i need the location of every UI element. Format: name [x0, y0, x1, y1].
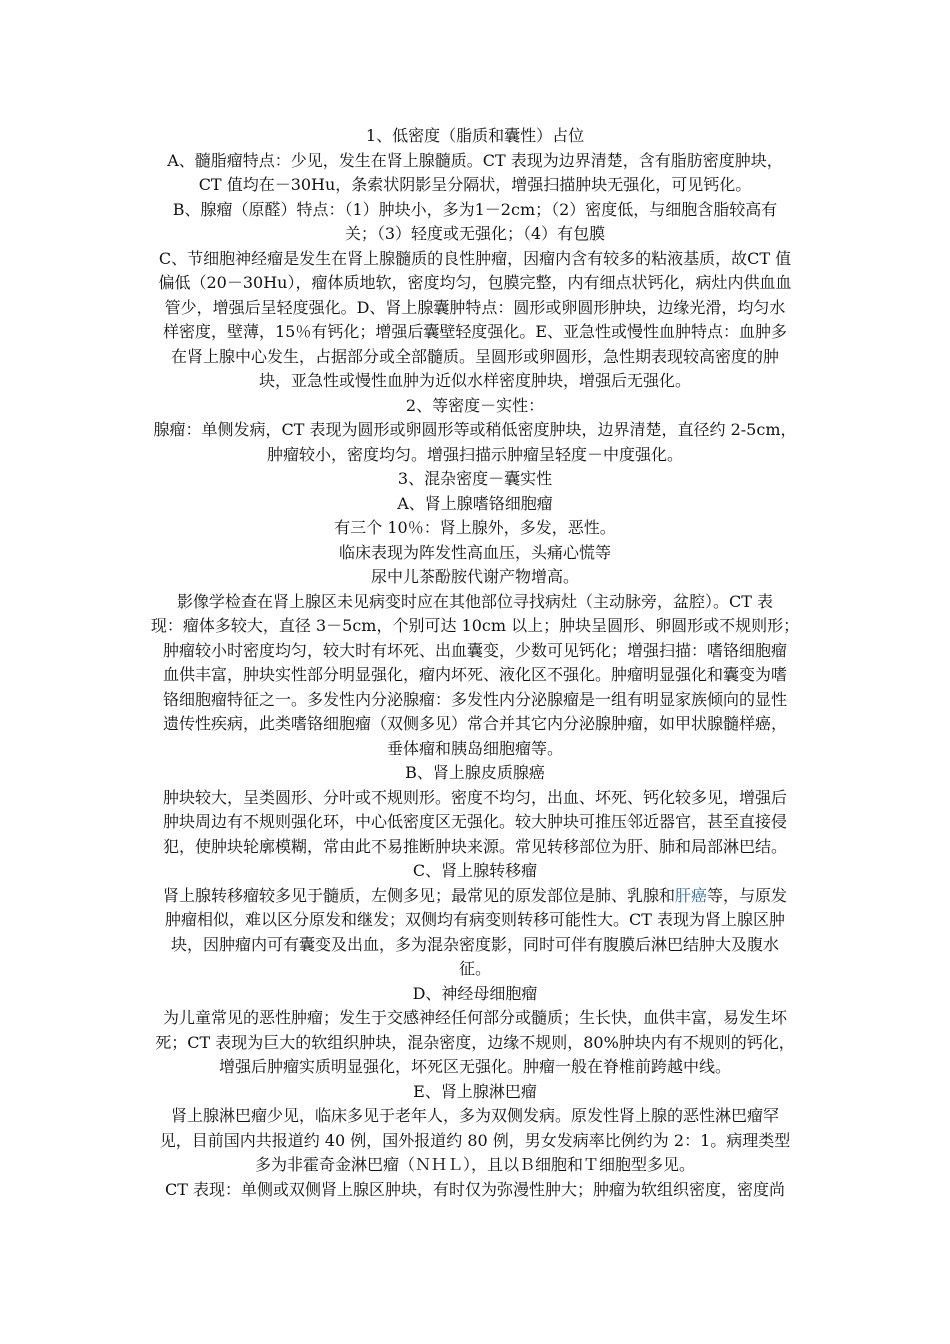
text-line: B、腺瘤（原醛）特点：（1）肿块小，多为1－2cm；（2）密度低，与细胞含脂较高有	[172, 199, 778, 219]
text-line: 肿块较大，呈类圆形、分叶或不规则形。密度不均匀，出血、坏死、钙化较多见，增强后	[162, 787, 787, 807]
text-line: 偏低（20－30Hu），瘤体质地软，密度均匀，包膜完整，内有细点状钙化，病灶内供血血	[158, 273, 792, 292]
text-line: 增强后肿瘤实质明显强化，坏死区无强化。肿瘤一般在脊椎前跨越中线。	[218, 1057, 731, 1076]
heading-iso-density: 2、等密度－实性：	[405, 395, 545, 415]
text-line: 肾上腺淋巴瘤少见，临床多见于老年人，多为双侧发病。原发性肾上腺的恶性淋巴瘤罕	[170, 1106, 779, 1125]
text-line: 死；CT 表现为巨大的软组织肿块，混杂密度，边缘不规则，80%肿块内有不规则的钙化，	[155, 1032, 795, 1052]
text-line: CT 表现：单侧或双侧肾上腺区肿块，有时仅为弥漫性肿大；肿瘤为软组织密度，密度尚	[164, 1179, 785, 1199]
text-line: 肿瘤较小时密度均匀，较大时有坏死、出血囊变，少数可见钙化；增强扫描：嗜铬细胞瘤	[162, 640, 787, 660]
text-line: 为儿童常见的恶性肿瘤；发生于交感神经任何部分或髓质；生长快，血供丰富，易发生坏	[162, 1008, 787, 1027]
text-line: 关；（3）轻度或无强化；（4）有包膜	[344, 224, 606, 243]
text-line: 管少，增强后呈轻度强化。D、肾上腺囊肿特点：圆形或卵圆形肿块，边缘光滑，均匀水	[164, 297, 786, 317]
text-line: 多为非霍奇金淋巴瘤（ＮＨＬ），且以Ｂ细胞和Ｔ细胞型多见。	[254, 1155, 695, 1174]
text-line: 征。	[458, 959, 491, 978]
text-line: CT 值均在－30Hu，条索状阴影呈分隔状，增强扫描肿块无强化，可见钙化。	[198, 175, 752, 194]
subheading-lymphoma: E、肾上腺淋巴瘤	[413, 1081, 537, 1101]
text-line: 肿瘤较小，密度均匀。增强扫描示肿瘤呈轻度－中度强化。	[266, 444, 683, 464]
text-line: 犯，使肿块轮廓模糊，常由此不易推断肿块来源。常见转移部位为肝、肺和局部淋巴结。	[162, 836, 787, 856]
text-line: 血供丰富，肿块实性部分明显强化，瘤内坏死、液化区不强化。肿瘤明显强化和囊变为嗜	[162, 665, 787, 684]
text-line: 见，目前国内共报道约 40 例，国外报道约 80 例，男女发病率比例约为 2：1。病理类型	[159, 1130, 791, 1150]
liver-cancer-link[interactable]: 肝癌	[674, 885, 707, 905]
text-line: 尿中儿茶酚胺代谢产物增高。	[370, 567, 579, 586]
text-line: 样密度，壁薄，15％有钙化；增强后囊壁轻度强化。E、亚急性或慢性血肿特点：血肿多	[162, 322, 788, 341]
subheading-neuroblastoma: D、神经母细胞瘤	[412, 983, 538, 1003]
heading-mixed-density: 3、混杂密度－囊实性	[397, 469, 553, 488]
text-line: 有三个 10％：肾上腺外，多发，恶性。	[334, 518, 616, 537]
text-segment: 肾上腺转移瘤较多见于髓质，左侧多见；最常见的原发部位是肺、乳腺和	[162, 885, 675, 905]
text-line: 块，亚急性或慢性血肿为近似水样密度肿块，增强后无强化。	[258, 371, 691, 390]
text-line: 在肾上腺中心发生，占据部分或全部髓质。呈圆形或卵圆形，急性期表现较高密度的肿	[170, 346, 779, 366]
document-body	[143, 124, 807, 1202]
text-line: 影像学检查在肾上腺区未见病变时应在其他部位寻找病灶（主动脉旁，盆腔）。CT 表	[176, 591, 773, 611]
text-line: 块，因肿瘤内可有囊变及出血，多为混杂密度影，同时可伴有腹膜后淋巴结肿大及腹水	[170, 934, 779, 954]
text-line: 临床表现为阵发性高血压，头痛心慌等	[338, 542, 611, 562]
text-line: 肿块周边有不规则强化环，中心低密度区无强化。较大肿块可推压邻近器官，甚至直接侵	[162, 812, 787, 831]
subheading-metastasis: C、肾上腺转移瘤	[412, 861, 538, 880]
text-line-with-link	[143, 884, 807, 909]
text-line: 现：瘤体多较大，直径 3－5cm，个别可达 10cm 以上；肿块呈圆形、卵圆形或不规则形；	[150, 616, 800, 635]
subheading-adrenocortical-carcinoma: B、肾上腺皮质腺癌	[405, 763, 545, 782]
subheading-pheochromocytoma: A、肾上腺嗜铬细胞瘤	[397, 493, 553, 513]
heading-low-density: 1、低密度（脂质和囊性）占位	[365, 126, 585, 145]
text-line: 腺瘤：单侧发病，CT 表现为圆形或卵圆形等或稍低密度肿块，边界清楚，直径约 2-5cm，	[153, 420, 797, 439]
text-line: A、髓脂瘤特点：少见，发生在肾上腺髓质。CT 表现为边界清楚，含有脂肪密度肿块，	[167, 150, 783, 170]
text-segment: 等，与原发	[707, 885, 788, 905]
text-line: C、节细胞神经瘤是发生在肾上腺髓质的良性肿瘤，因瘤内含有较多的粘液基质，故CT 值	[158, 248, 792, 268]
text-line: 肿瘤相似，难以区分原发和继发；双侧均有病变则转移可能性大。CT 表现为肾上腺区肿	[164, 910, 785, 929]
text-line: 垂体瘤和胰岛细胞瘤等。	[386, 738, 563, 758]
text-line: 铬细胞瘤特征之一。多发性内分泌腺瘤：多发性内分泌腺瘤是一组有明显家族倾向的显性	[162, 689, 787, 709]
text-line: 遗传性疾病，此类嗜铬细胞瘤（双侧多见）常合并其它内分泌腺肿瘤，如甲状腺髓样癌，	[162, 714, 787, 733]
